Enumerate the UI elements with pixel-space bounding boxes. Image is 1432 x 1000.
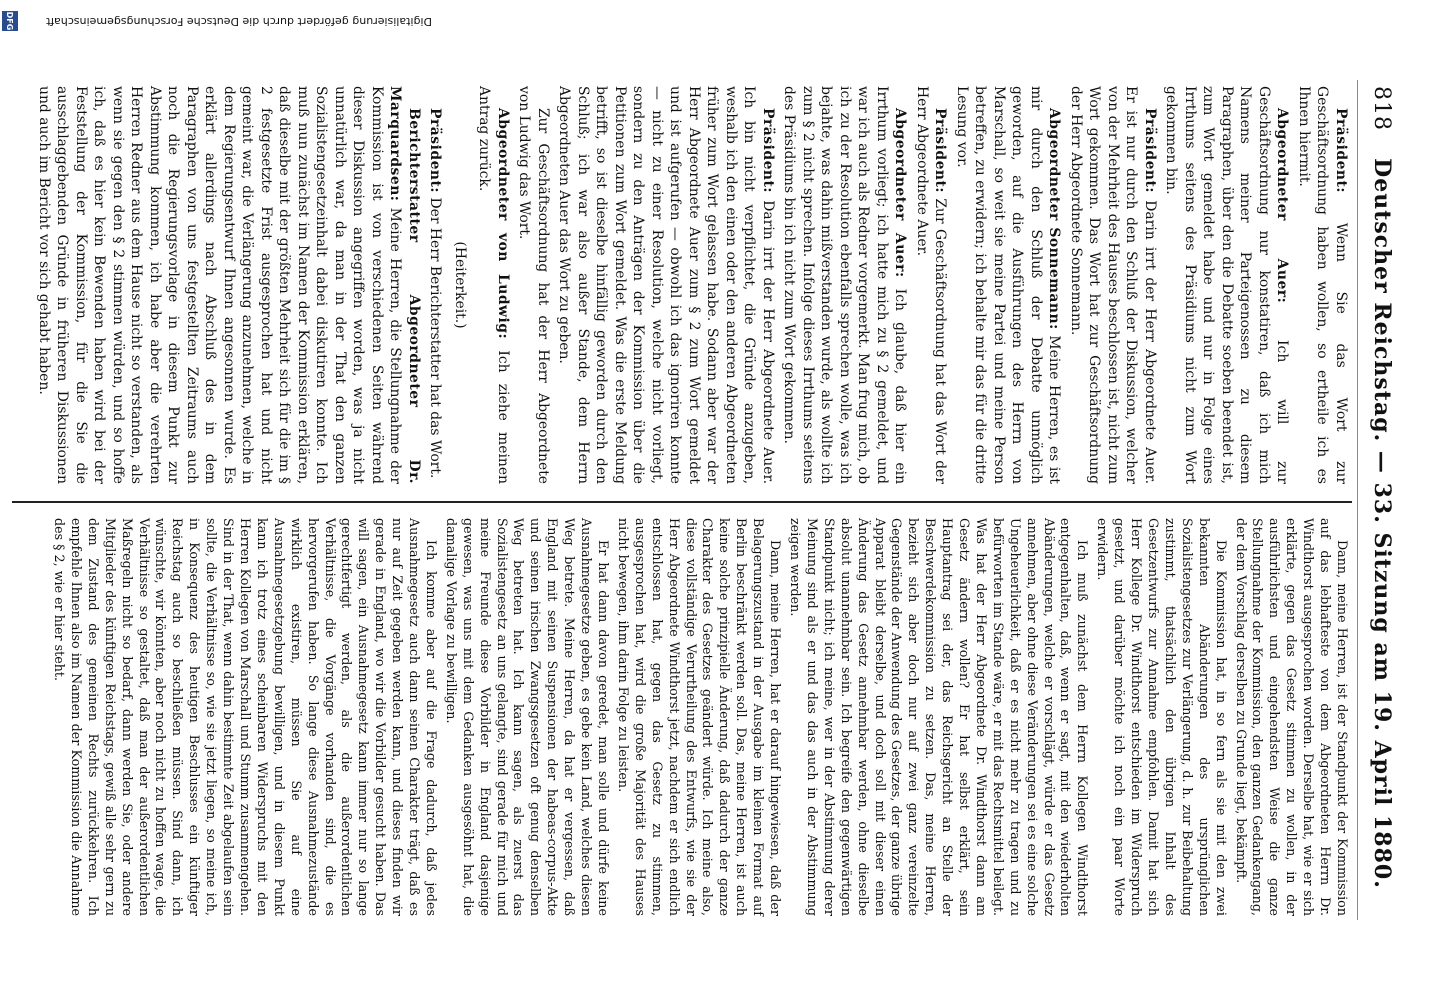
speaker-name: Präsident: (1333, 108, 1349, 194)
left-column (20, 86, 1350, 484)
paragraph (35, 86, 424, 484)
right-column (20, 518, 1350, 916)
paragraph-text: Ich ziehe meinen Antrag zurück. (476, 86, 511, 484)
speaker-name: Präsident: (1142, 108, 1158, 194)
paragraph-text: Darin irrt der Herr Abgeordnete Auer. Er ist nur durch den Schluß der Diskussion, welcher von der Mehrheit des Hauses beschlossen ist, nicht zum Wort gekommen. Das Wort hat zur Geschäftsordnung der Herr Abgeordnete Sonnemann. (1068, 86, 1158, 484)
paragraph-text: Ich glaube, daß hier ein Irrthum vorliegt; ich hatte mich zu § 2 gemeldet, und war ich auch als Redner vorgemerkt. Man frug mich, ob ich zu der Resolution ebenfalls sprechen wolle, was ich bejahte, was dahin mißverstanden wurde, als wollte ich zum § 2 nicht sprechen. Infolge dieses Irrthums seitens des Präsidiums bin ich nicht zum Wort gekommen. (781, 86, 909, 485)
paragraph (555, 86, 777, 484)
speaker-name: Abgeordneter Auer: (1274, 108, 1291, 304)
column-divider (12, 501, 1352, 503)
digitization-sidebar (12, 12, 432, 30)
paragraph: Er hat dann davon geredet, man solle und dürfe keine Ausnahmegesetze geben, es gebe kein Land, welches diesen Weg betrete. Meine Herren, da hat er vergessen, daß England mit seinen Suspensionen der habeas-corpus-Akte und seinen irischen Zwangsgesetzen oft genug denselben Weg betreten hat. Ich kann sagen, als zuerst das Sozialistengesetz an uns gelangte, sind gerade für mich und meine Freunde diese Vorbilder in England dasjenige gewesen, was uns mit dem Gedanken ausgesöhnt hat, die damalige Vorlage zu bewilligen. (443, 518, 612, 916)
running-title: Deutscher Reichstag. — 33. Sitzung am 19. April 1880. (1369, 158, 1395, 889)
dfg-logo-icon: DFG (2, 11, 18, 31)
paragraph-text: Zur Geschäftsordnung hat das Wort der Herr Abgeordnete Auer. (914, 86, 949, 485)
paragraph-text: Ich will zur Geschäftsordnung nur konstatiren, daß ich mich Namens meiner Parteigenossen zu diesem Paragraphen, über den die Debatte soeben beendet ist, zum Wort gemeldet habe und nur in Folge eines Irrthums seitens des Präsidiums nicht zum Wort gekommen bin. (1163, 86, 1291, 484)
paragraph: Ich komme aber auf die Frage dadurch, daß jedes Ausnahmegesetz auch dann seinen Charakter trägt, daß es nur auf Zeit gegeben werden kann, und dieses finden wir gerade in England, wo wir die Vorbilder gesucht haben. Das will sagen, ein Ausnahmegesetz kann immer nur so lange gerechtfertigt werden, als die außerordentlichen Verhältnisse, die Vorgänge vorhanden sind, die es hervorgerufen haben. So lange diese Ausnahmezustände wirklich existiren, müssen Sie auf eine Ausnahmegesetzgebung bewilligen, und in diesem Punkt kann ich trotz eines scheinbaren Widerspruchs mit den Herren Kollegen von Marschall und Stumm zusammengehen. Sind in der That, wenn dahin bestimmte Zeit abgelaufen sein sollte, die Verhältnisse so, wie sie jetzt liegen, so meine ich, in Konsequenz des heutigen Beschlusses ein künftiger Reichstag auch so beschließen müssen. Sind dann, ich wünschte, wir könnten, aber noch nicht zu hoffen wage, die Verhältnisse so gestaltet, daß man der außerordentlichen Maßregeln nicht so bedarf, dann werden Sie, oder andere Mitglieder des künftigen Reichstags, gewiß alle sehr gern zu dem Zustand des gemeinen Rechts zurückkehren. Ich empfehle Ihnen also im Namen der Kommission die Annahme des § 2, wie er hier steht. (52, 518, 439, 916)
speaker-name: Abgeordneter Auer: (892, 108, 909, 278)
paragraph (913, 86, 950, 484)
header-rule (1357, 80, 1358, 920)
paragraph (953, 86, 1064, 484)
paragraph: Dann, meine Herren, ist der Standpunkt der Kommission auf das lebhafteste von dem Abgeordneten Herrn Dr. Windthorst ausgesprochen worden. Derselbe hat, wie er sich erklärte, gegen das Gesetz stimmen zu wollen, in der ausführlichsten und eingehendsten Weise die ganze Stellungnahme der Kommission, den ganzen Gedankengang, der dem Vorschlag derselben zu Grunde liegt, bekämpft. (1233, 518, 1350, 916)
paragraph-text: Meine Herren, die Stellungnahme der Kommission ist von verschiedenen Seiten während dieser Diskussion angegriffen worden, was ja nicht unnatürlich war, da man in der That den ganzen Sozialistengesetzeinhalt dabei diskutiren konnte. Ich muß nun zunächst im Namen der Kommission erklären, daß dieselbe mit der größten Mehrheit sich für die im § 2 festgesetzte Frist ausgesprochen hat und nicht gemeint war, die Verlängerung anzunehmen, welche in dem Regierungsentwurf Ihnen angesonnen wurde. Es erklärt allerdings nach Abschluß des in dem Paragraphen von uns festgestellten Zeitraums auch noch die Regierungsvorlage in diesem Punkt zur Abstimmung kommen, ich habe aber die verehrten Herren Redner aus dem Hause nicht so verstanden, als wenn sie gegen den § 2 stimmen würden, und so hoffe ich, daß es hier kein Bewenden haben wird bei der Feststellung der Kommission, für die Sie die ausschlaggebenden Gründe in früheren Diskussionen und auch im Bericht vor sich gehabt haben. (36, 86, 404, 484)
page-header (1362, 86, 1402, 916)
speaker-name: Abgeordneter Sonnemann: (1046, 108, 1063, 330)
paragraph (475, 86, 512, 484)
speaker-name: Präsident: (932, 108, 949, 194)
paragraph-text: Darin irrt der Herr Abgeordnete Auer. Ich bin nicht verpflichtet, die Gründe anzugeben, weshalb ich den einen oder den anderen Abgeordneten früher zum Wort gelassen habe. Sodann aber war der Herr Abgeordnete Auer zum § 2 zum Wort gemeldet und ist aufgerufen — obwohl ich das ignoriren konnte — nicht zu einer Resolution, welche nicht vorliegt, sondern zu den Anträgen der Kommission über die Petitionen zum Wort gemeldet. Was die erste Meldung betrifft, so ist dieselbe hinfällig geworden durch den Schluß; ich war also außer Stande, dem Herrn Abgeordneten Auer das Wort zu geben. (556, 86, 776, 484)
digitization-notice: Digitalisierung gefördert durch die Deutsche Forschungsgemeinschaft (46, 15, 432, 28)
paragraph-text: Meine Herren, es ist mir durch den Schluß der Debatte unmöglich geworden, auf die Ausführungen des Herrn von Marschall, so weit sie meine Partei und meine Person betreffen, zu erwidern; ich behalte mir das für die dritte Lesung vor. (954, 86, 1063, 484)
paragraph: Ich muß zunächst dem Herrn Kollegen Windthorst entgegenhalten, daß, wenn er sagt, mit den wiederholten Abänderungen, welche er vorschlägt, würde er das Gesetz annehmen, aber ohne diese Veränderungen sei es eine solche Ungeheuerlichkeit, daß er es nicht mehr zu tragen und zu befürworten im Stande wäre, er mit das Rechtsmittel beilegt. Was hat der Herr Abgeordnete Dr. Windthorst dann am Gesetz ändern wollen? Er hat selbst erklärt, sein Hauptantrag sei der, das Reichsgericht an Stelle der Beschwerdekommission zu setzen. Das, meine Herren, bezieht sich aber doch nur auf zwei ganz vereinzelte Gegenstände der Anwendung des Gesetzes, der ganze übrige Apparat bleibt derselbe, und doch soll mit dieser einen Änderung das Gesetz annehmbar werden, ohne dieselbe absolut unannehmbar sein. Ich begreife den gegenwärtigen Standpunkt nicht; ich meine, wer in der Abstimmung derer Meinung sind als er und das das auch in der Abstimmung zeigen werden. (788, 518, 1091, 916)
paragraph-text: Wenn Sie das Wort zur Geschäftsordnung haben wollen, so ertheile ich es Ihnen hiermit. (1296, 86, 1349, 484)
paragraph: Dann, meine Herren, hat er darauf hingewiesen, daß der Belagerungszustand in der Ausgabe im kleinen Format auf Berlin beschränkt werden soll. Das, meine Herren, ist auch keine solche prinzipielle Änderung, daß dadurch der ganze Charakter des Gesetzes geändert würde. Ich meine also, diese vollständige Verurtheilung des Entwurfs, wie sie der Herr Abgeordnete Windthorst jetzt, nachdem er sich endlich entschlossen hat, gegen das Gesetz zu stimmen, ausgesprochen hat, wird die große Majorität des Hauses nicht bewegen, ihm darin Folge zu leisten. (615, 518, 784, 916)
paragraph-text: (Heiterkeit.) (452, 241, 468, 329)
speaker-name: Berichterstatter Abgeordneter Dr. Marquardsen: (387, 86, 422, 484)
page-number: 818 (1369, 86, 1395, 131)
paragraph: Die Kommission hat, in so fern als sie mit den zwei bekannten Abänderungen des ursprünglichen Sozialistengesetzes zur Verlängerung, d. h. zur Beibehaltung zustimmt, thatsächlich den übrigen Inhalt des Gesetzentwurfs zur Annahme empfohlen. Damit hat sich Herr Kollege Dr. Windthorst entschieden im Widerspruch gesetzt, und darüber möchte ich noch ein paar Worte erwidern. (1095, 518, 1229, 916)
paragraph (780, 86, 910, 484)
paragraph (1295, 86, 1351, 484)
paragraph (451, 86, 470, 484)
paragraph-text: Der Herr Berichterstatter hat das Wort. (427, 197, 444, 479)
paragraph (426, 86, 445, 484)
paragraph (1067, 86, 1160, 484)
speaker-name: Präsident: (427, 108, 444, 194)
paragraph (1162, 86, 1292, 484)
speaker-name: Präsident: (760, 108, 776, 194)
paragraph-text: Zur Geschäftsordnung hat der Herr Abgeordnete von Ludwig das Wort. (516, 86, 551, 484)
speaker-name: Abgeordneter von Ludwig: (495, 108, 511, 340)
paragraph (515, 86, 552, 484)
